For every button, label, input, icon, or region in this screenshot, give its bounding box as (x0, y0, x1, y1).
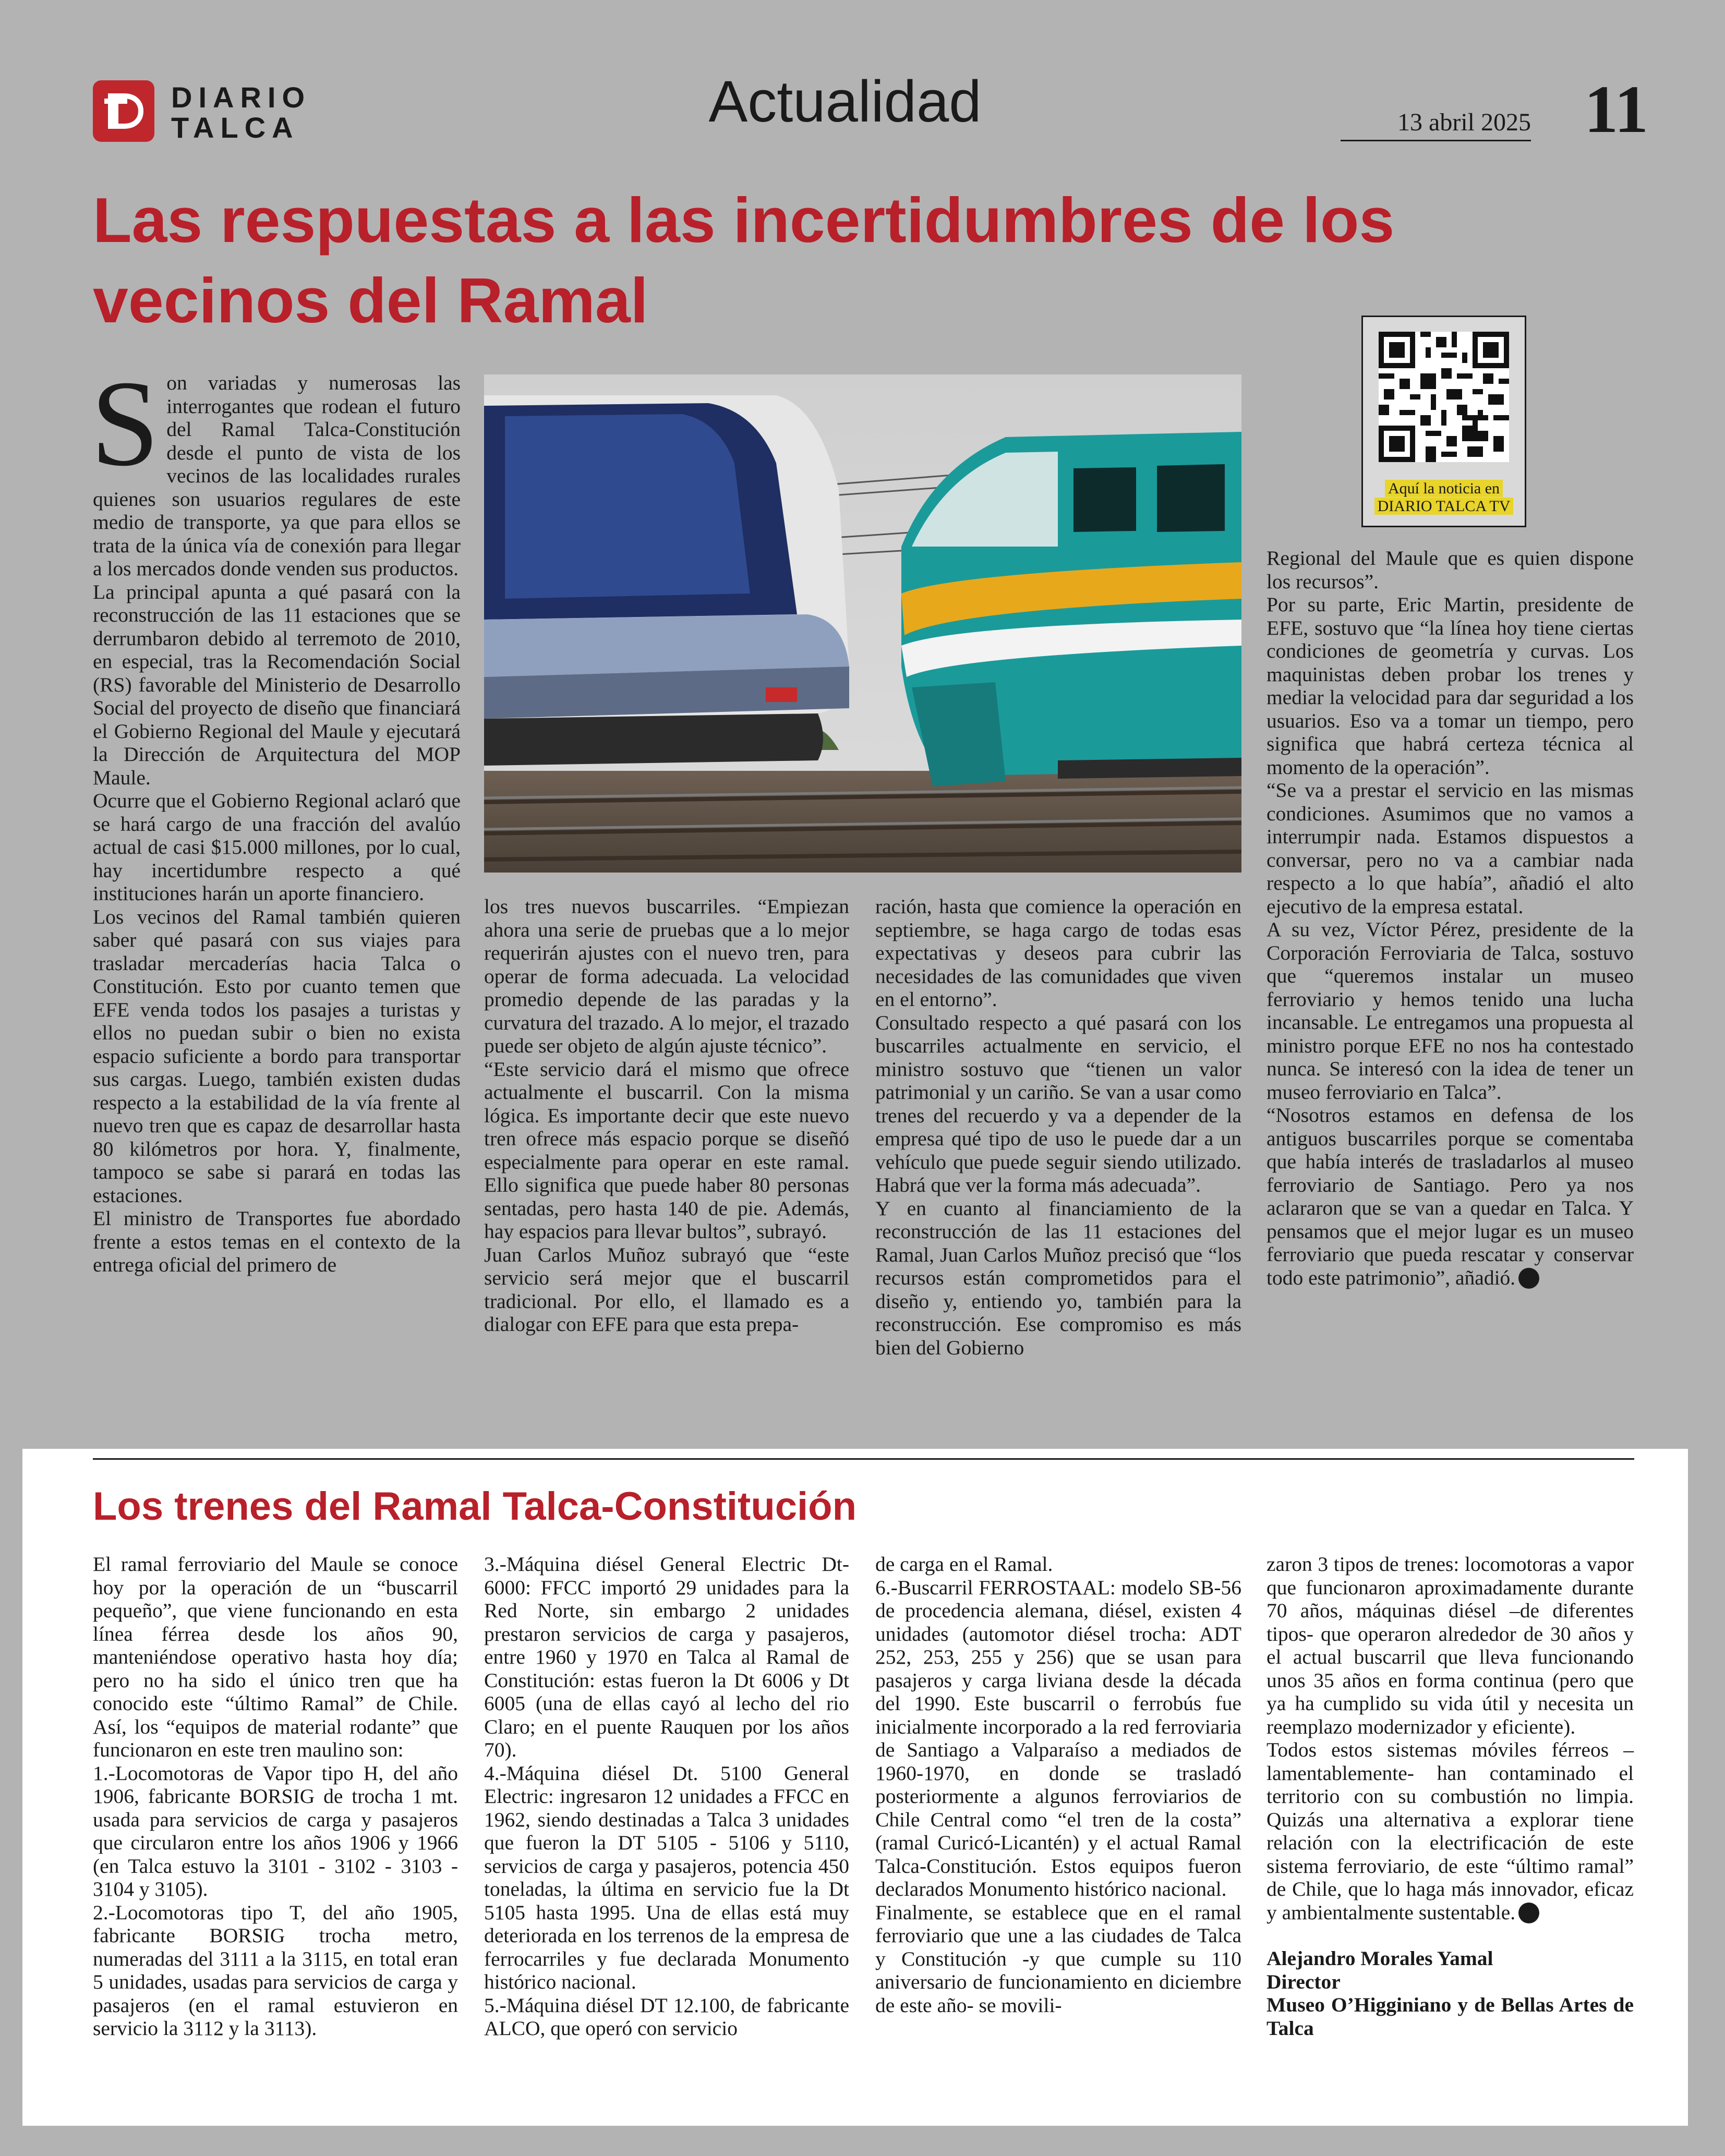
signature-name: Alejandro Morales Yamal (1266, 1947, 1493, 1970)
sidebar-paragraph: zaron 3 tipos de trenes: locomotoras a vapor que funcionaron aproximadamente durante 70 años, máquinas diésel –de diferentes tipos- que operaron alrededor de 30 años y el actual buscarril que lleva funcionando unos 35 años en forma continua (pero que ya ha cumplido su vida útil y necesita un reemplazo modernizador y eficiente). (1266, 1553, 1634, 1738)
article-paragraph: los tres nuevos buscarriles. “Empiezan ahora una serie de pruebas que a lo mejor requerirán ajustes con el nuevo tren, para operar de forma adecuada. La velocidad promedio depende de las paradas y la curvatura del trazado. A lo mejor, el trazado puede ser objeto de algún ajuste técnico”. (484, 895, 849, 1057)
logo-mark-icon (93, 80, 154, 142)
article-paragraph: Ocurre que el Gobierno Regional aclaró que se hará cargo de una fracción del avalúo actual de casi $15.000 millones, por lo cual, hay incertidumbre respecto a qué instituciones harán un aporte financiero. (93, 789, 461, 905)
sidebar-column-1 (93, 1553, 458, 2040)
trains-photo (484, 374, 1241, 873)
end-mark-icon (1518, 1268, 1539, 1289)
sidebar-column-2 (484, 1553, 849, 2040)
sidebar-paragraph: Todos estos sistemas móviles férreos –lamentablemente- han contaminado el territorio con su combustión no limpia. Quizás una alternativa a explorar tiene relación con la electrificación de este sistema ferroviario, de este “último ramal” de Chile, que lo haga más innovador, eficaz y ambientalmente sustentable. (1266, 1738, 1634, 1924)
article-paragraph: Los vecinos del Ramal también quieren saber qué pasará con sus viajes para trasladar mercaderías hacia Talca o Constitución. Esto por cuanto temen que EFE venda todos los pasajes a turistas y ellos no puedan subir o bien no exista espacio suficiente a bordo para transportar sus cargas. Luego, también existen dudas respecto a la estabilidad de la vía frente al nuevo tren que es capaz de desarrollar hasta 80 kilómetros por hora. Y, finalmente, tampoco se sabe si parará en todas las estaciones. (93, 905, 461, 1207)
signature-role: Director (1266, 1970, 1341, 1993)
article-paragraph: A su vez, Víctor Pérez, presidente de la Corporación Ferroviaria de Talca, sostuvo que “queremos instalar un museo ferroviario y hemos tenido una lucha incansable. Le entregamos una propuesta al ministro porque EFE no nos ha contestado nunca. Se interesó con la idea de tener un museo ferroviario en Talca”. (1266, 918, 1634, 1104)
section-title: Actualidad (708, 69, 982, 134)
end-mark-icon (1518, 1903, 1539, 1923)
qr-code-box[interactable] (1361, 316, 1526, 527)
sidebar-paragraph: 1.-Locomotoras de Vapor tipo H, del año 1906, fabricante BORSIG de trocha 1 mt. usada para servicios de carga y pasajeros que circularon entre los años 1906 y 1966 (en Talca estuvo la 3101 - 3102 - 3103 - 3104 y 3105). (93, 1761, 458, 1900)
sidebar-rule (93, 1458, 1634, 1460)
sidebar-title: Los trenes del Ramal Talca-Constitución (93, 1484, 857, 1529)
article-column-3 (875, 895, 1241, 1359)
date-rule (1341, 140, 1531, 141)
issue-date: 13 abril 2025 (1397, 108, 1531, 136)
sidebar-column-4 (1266, 1553, 1634, 2040)
article-paragraph: ración, hasta que comience la operación en septiembre, se haga cargo de todas esas expectativas y deseos para cubrir las necesidades de las comunidades que viven en el entorno”. (875, 895, 1241, 1011)
logo-line2: TALCA (171, 111, 299, 144)
article-column-4 (1266, 547, 1634, 1289)
article-paragraph: on variadas y numerosas las interrogantes que rodean el futuro del Ramal Talca-Constitución desde el punto de vista de los vecinos de las localidades rurales quienes son usuarios regulares de este medio de transporte, ya que para ellos se trata de la única vía de conexión para llegar a los mercados donde venden sus productos. (93, 371, 461, 580)
drop-cap: S (91, 356, 160, 492)
qr-caption-line1: Aquí la noticia en (1363, 480, 1525, 498)
article-paragraph: “Se va a prestar el servicio en las mismas condiciones. Asumimos que no vamos a interrumpir nada. Estamos dispuestos a conversar, pero no va a cambiar nada respecto a lo que había”, añadió el alto ejecutivo de la empresa estatal. (1266, 779, 1634, 918)
article-headline: Las respuestas a las incertidumbres de los vecinos del Ramal (93, 185, 1395, 336)
sidebar-paragraph: 5.-Máquina diésel DT 12.100, de fabricante ALCO, que operó con servicio (484, 1993, 849, 2040)
article-column-2 (484, 895, 849, 1336)
sidebar-column-3 (875, 1553, 1241, 2017)
sidebar-paragraph: 4.-Máquina diésel Dt. 5100 General Electric: ingresaron 12 unidades a FFCC en 1962, siendo destinadas a Talca 3 unidades que fueron la DT 5105 - 5106 y 5110, servicios de carga y pasajeros, potencia 450 toneladas, la última en servicio fue la Dt 5105 hasta 1995. Una de ellas está muy deteriorada en los terrenos de la empresa de ferrocarriles y fue declarada Monumento histórico nacional. (484, 1761, 849, 1993)
article-column-1 (91, 356, 461, 1277)
article-paragraph: Y en cuanto al financiamiento de la reconstrucción de las 11 estaciones del Ramal, Juan Carlos Muñoz precisó que “los recursos están comprometidos para el diseño y, entiendo yo, también para la reconstrucción. Ese compromiso es más bien del Gobierno (875, 1196, 1241, 1359)
article-paragraph: Por su parte, Eric Martin, presidente de EFE, sostuvo que “la línea hoy tiene ciertas condiciones de geometría y curvas. Los maquinistas deben probar los trenes y mediar la velocidad para dar seguridad a los usuarios. Eso va a tomar un tiempo, pero significa que habrá certeza técnica al momento de la operación”. (1266, 593, 1634, 779)
article-paragraph: La principal apunta a qué pasará con la reconstrucción de las 11 estaciones que se derrumbaron debido al terremoto de 2010, en especial, tras la Recomendación Social (RS) favorable del Ministerio de Desarrollo Social del proyecto de diseño que financiará el Gobierno Regional del Maule y ejecutará la Dirección de Arquitectura del MOP Maule. (93, 580, 461, 789)
sidebar-paragraph: 3.-Máquina diésel General Electric Dt- 6000: FFCC importó 29 unidades para la Red Norte, sin embargo 2 unidades prestaron servicios de carga y pasajeros, entre 1960 y 1970 en Talca al Ramal de Constitución: estas fueron la Dt 6006 y Dt 6005 (una de ellas cayó al lecho del rio Claro; en el puente Rauquen por los años 70). (484, 1553, 849, 1761)
article-paragraph: Juan Carlos Muñoz subrayó que “este servicio será mejor que el buscarril tradicional. Por ello, el llamado es a dialogar con EFE para que esta prepa- (484, 1243, 849, 1336)
qr-code-icon (1379, 332, 1509, 462)
logo-line1: DIARIO (171, 81, 311, 114)
article-paragraph: Regional del Maule que es quien dispone los recursos”. (1266, 547, 1634, 593)
page-number: 11 (1584, 72, 1648, 147)
sidebar-paragraph: de carga en el Ramal. (875, 1553, 1053, 1576)
article-paragraph: Consultado respecto a qué pasará con los buscarriles actualmente en servicio, el ministro sostuvo que “tienen un valor patrimonial y un cariño. Se van a usar como trenes del recuerdo y va a depender de la empresa qué tipo de uso le puede dar a un vehículo que puede seguir siendo utilizado. Habrá que ver la forma más adecuada”. (875, 1011, 1241, 1196)
diario-talca-logo (93, 78, 312, 146)
article-paragraph: El ministro de Transportes fue abordado frente a estos temas en el contexto de la entrega oficial del primero de (93, 1207, 461, 1276)
sidebar-paragraph: 6.-Buscarril FERROSTAAL: modelo SB-56 de procedencia alemana, diésel, existen 4 unidades (automotor diésel trocha: ADT 252, 253, 255 y 256) que se usan para pasajeros y carga liviana desde la década del 1990. Este buscarril o ferrobús fue inicialmente incorporado a la red ferroviaria de Santiago a Valparaíso a mediados de 1960-1970, en donde se trasladó posteriormente a algunos ferroviarios de Chile Central como “el tren de la costa” (ramal Curicó-Licantén) y el actual Ramal Talca-Constitución. Estos equipos fueron declarados Monumento histórico nacional. (875, 1576, 1241, 1900)
sidebar-paragraph: Finalmente, se establece que en el ramal ferroviario que une a las ciudades de Talca y Constitución -y que cumple su 110 aniversario de funcionamiento en diciembre de este año- se movili- (875, 1900, 1241, 2017)
sidebar-paragraph: El ramal ferroviario del Maule se conoce hoy por la operación de un “buscarril pequeño”, que viene funcionando en esta línea férrea desde los años 90, manteniéndose operativo hasta hoy día; pero no ha sido el único tren que ha conocido este “último Ramal” de Chile. Así, los “equipos de material rodante” que funcionaron en este tren maulino son: (93, 1553, 458, 1761)
article-paragraph: “Nosotros estamos en defensa de los antiguos buscarriles porque se comentaba que había interés de trasladarlos al museo ferroviario de Santiago. Pero ya nos aclararon que se van a quedar en Talca. Y pensamos que el mejor lugar es un museo ferroviario que pueda rescatar y conservar todo este patrimonio”, añadió. (1266, 1104, 1634, 1289)
signature-institution: Museo O’Higginiano y de Bellas Artes de Talca (1266, 1993, 1634, 2040)
article-paragraph: “Este servicio dará el mismo que ofrece actualmente el buscarril. Con la misma lógica. Es importante decir que este nuevo tren ofrece más espacio porque se diseñó especialmente para operar en este ramal. Ello significa que puede haber 80 personas sentadas, pero hasta 140 de pie. Además, hay espacios para llevar bultos”, subrayó. (484, 1057, 849, 1243)
sidebar-paragraph: 2.-Locomotoras tipo T, del año 1905, fabricante BORSIG trocha metro, numeradas del 3111 a la 3115, en total eran 5 unidades, usadas para servicios de carga y pasajeros (en el ramal estuvieron en servicio la 3112 y la 3113). (93, 1900, 458, 2040)
qr-caption-line2: DIARIO TALCA TV (1363, 498, 1525, 515)
